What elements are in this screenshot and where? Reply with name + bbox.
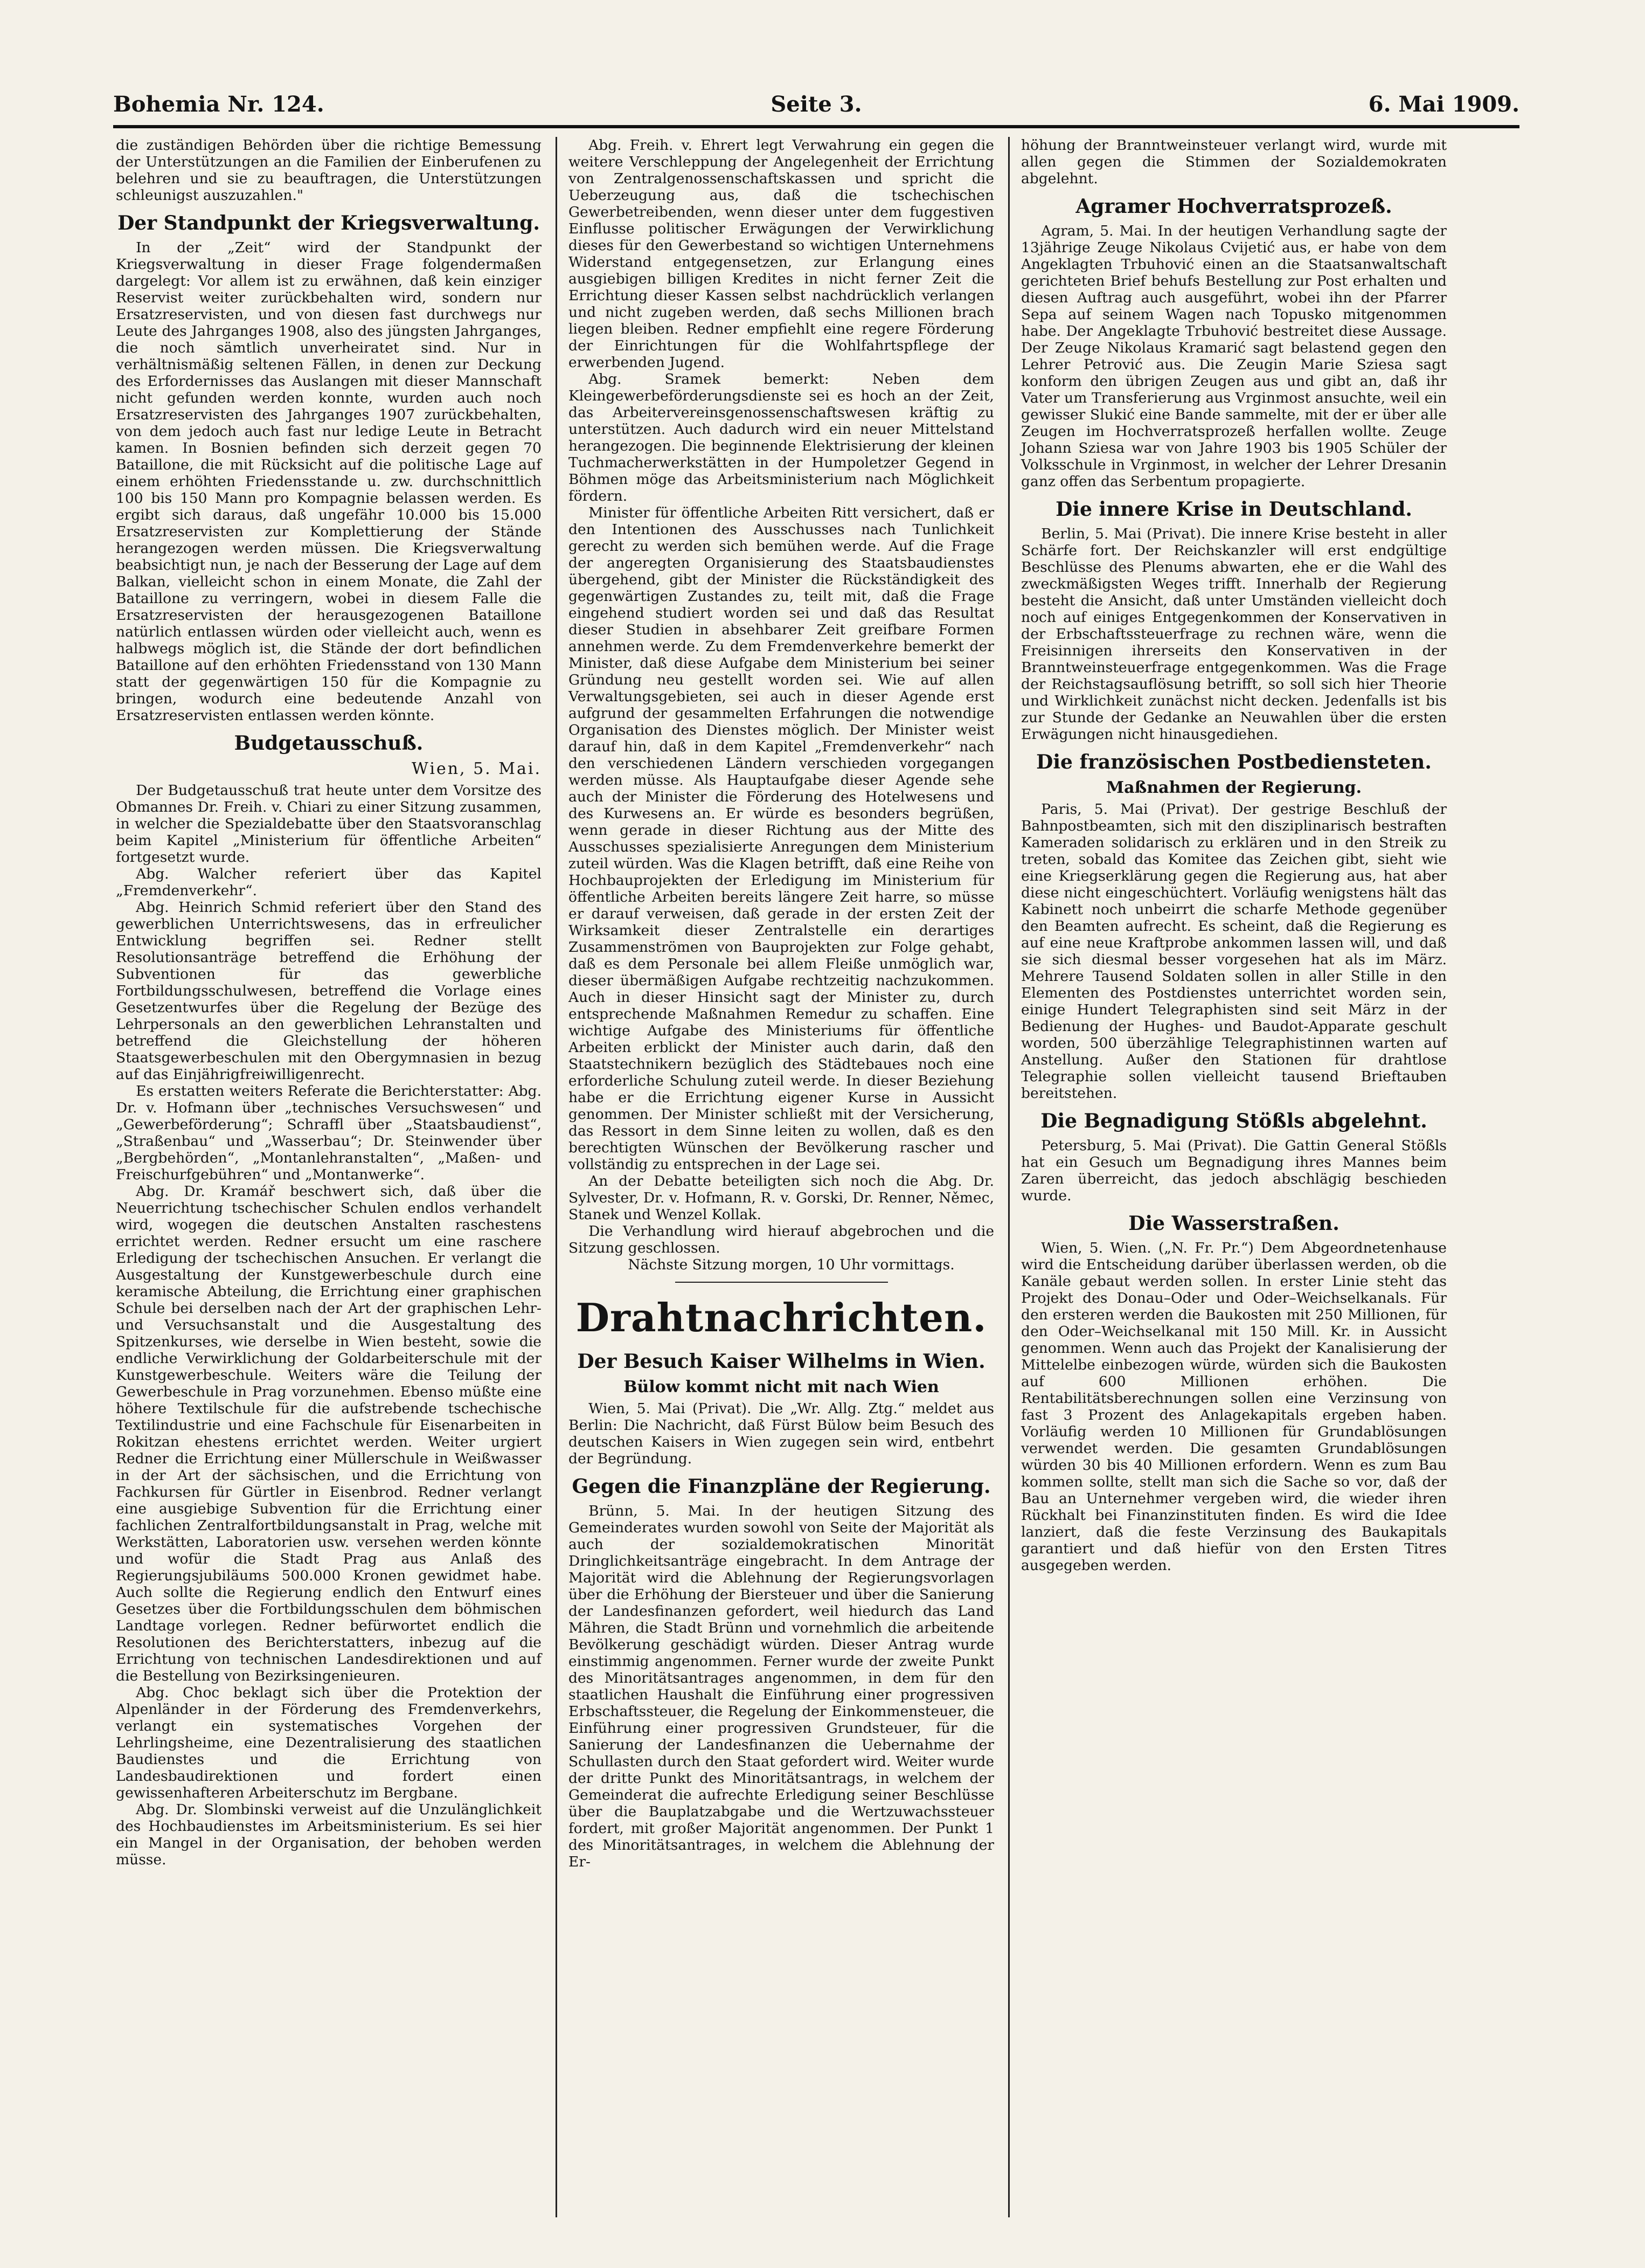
column-2 <box>568 137 994 2217</box>
article-paragraph: Abg. Heinrich Schmid referiert über den Stand des gewerblichen Unterrichtswesens, das in erfreulicher Entwicklung begriffen sei. Redner stellt Resolutionsanträge betreffend die Erhöhung der Subventionen für das gewerbliche Fortbildungsschulwesen, betreffend die Vorlage eines Gesetzentwurfes über die Regelung der Bezüge des Lehrpersonals an den gewerblichen Lehranstalten und betreffend die Gleichstellung der höheren Staatsgewerbeschulen mit den Obergymnasien in bezug auf das Einjährigfreiwilligenrecht. <box>116 899 542 1083</box>
column-divider <box>1008 137 1010 2217</box>
article-paragraph: An der Debatte beteiligten sich noch die Abg. Dr. Sylvester, Dr. v. Hofmann, R. v. Gorski, Dr. Renner, Němec, Stanek und Wenzel Kollak. <box>568 1173 994 1223</box>
article-subheading: Maßnahmen der Regierung. <box>1106 778 1362 797</box>
article-paragraph: Brünn, 5. Mai. In der heutigen Sitzung des Gemeinderates wurden sowohl von Seite der Majorität als auch der sozialdemokratischen Minorität Dringlichkeitsanträge eingebracht. In dem Antrage der Majorität wird die Ablehnung der Regierungsvorlagen über die Erhöhung der Biersteuer und über die Sanierung der Landesfinanzen gefordert, weil hiedurch das Land Mähren, die Stadt Brünn und vornehmlich die arbeitende Bevölkerung geschädigt würden. Dieser Antrag wurde einstimmig angenommen. Ferner wurde der zweite Punkt des Minoritätsantrages angenommen, in dem für den staatlichen Haushalt die Einführung einer progressiven Erbschaftssteuer, die Regelung der Einkommensteuer, die Einführung einer progressiven Grundsteuer, für die Sanierung der Landesfinanzen die Uebernahme der Schullasten durch den Staat gefordert wird. Weiter wurde der dritte Punkt des Minoritätsantrags, in welchem der Gemeinderat die aufrechte Erledigung seiner Beschlüsse über die Bauplatzabgabe und die Wertzuwachssteuer fordert, mit großer Majorität angenommen. Der Punkt 1 des Minoritätsantrages, in welchem die Ablehnung der Er- <box>568 1503 994 1870</box>
article-paragraph: Der Budgetausschuß trat heute unter dem Vorsitze des Obmannes Dr. Freih. v. Chiari zu einer Sitzung zusammen, in welcher die Spezialdebatte über den Staatsvoranschlag beim Kapitel „Ministerium für öffentliche Arbeiten“ fortgesetzt wurde. <box>116 782 542 866</box>
article-heading: Die französischen Postbediensteten. <box>1036 751 1432 773</box>
column-divider <box>556 137 557 2217</box>
article-paragraph: Minister für öffentliche Arbeiten Ritt versichert, daß er den Intentionen des Ausschusses nach Tunlichkeit gerecht zu werden sich bemühen werde. Auf die Frage der angeregten Organisierung des Staatsbaudienstes übergehend, gibt der Minister die Rückständigkeit des gegenwärtigen Zustandes zu, teilt mit, daß die Frage eingehend studiert worden sei und daß das Resultat dieser Studien in absehbarer Zeit greifbare Formen annehmen werde. Zu dem Fremdenverkehre bemerkt der Minister, daß diese Aufgabe dem Ministerium bei seiner Gründung neu gestellt worden sei. Wie auf allen Verwaltungsgebieten, sei auch in dieser Agende erst aufgrund der gesammelten Erfahrungen die notwendige Organisation des Dienstes möglich. Der Minister weist darauf hin, daß in dem Kapitel „Fremdenverkehr“ nach den verschiedenen Ländern verschieden vorgegangen werden müsse. Als Hauptaufgabe dieser Agende sehe auch der Minister die Förderung des Hotelwesens und des Kurwesens an. Er würde es besonders begrüßen, wenn gerade in dieser Richtung aus der Mitte des Ausschusses spezialisierte Anregungen dem Ministerium zuteil würden. Was die Klagen betrifft, daß eine Reihe von Hochbauprojekten der Erledigung im Ministerium für öffentliche Arbeiten bereits längere Zeit harre, so müsse er darauf verweisen, daß gerade in der ersten Zeit der Wirksamkeit dieser Zentralstelle ein derartiges Zusammenströmen von Bauprojekten zur Folge gehabt, daß es dem Personale bei allem Fleiße unmöglich war, dieser übermäßigen Aufgabe rechtzeitig nachzukommen. Auch in dieser Hinsicht sagt der Minister zu, durch entsprechende Maßnahmen Remedur zu schaffen. Eine wichtige Aufgabe des Ministeriums für öffentliche Arbeiten erblickt der Minister auch darin, daß den Staatstechnikern bezüglich des Städtebaues noch eine erforderliche Schulung zuteil werde. In dieser Beziehung habe er die Errichtung eigener Kurse in Aussicht genommen. Der Minister schließt mit der Versicherung, das Ressort in dem Sinne leiten zu wollen, daß es den berechtigten Wünschen der Bevölkerung rascher und vollständig zu entsprechen in der Lage sei. <box>568 504 994 1173</box>
article-heading: Budgetausschuß. <box>234 732 424 755</box>
article-heading: Agramer Hochverratsprozeß. <box>1075 195 1392 218</box>
paper-issue: Bohemia Nr. 124. <box>113 92 324 117</box>
article-heading: Gegen die Finanzpläne der Regierung. <box>572 1475 991 1498</box>
column-3 <box>1021 137 1447 2217</box>
dateline: Wien, 5. Mai. <box>412 759 542 778</box>
article-paragraph: Abg. Freih. v. Ehrert legt Verwahrung ein gegen die weitere Verschleppung der Angelegenheit der Errichtung von Zentralgenossenschaftskassen und spricht die Ueberzeugung aus, daß die tschechischen Gewerbetreibenden, wenn dieser unter dem fuggestiven Einflusse politischer Erwägungen der Verwirklichung dieses für den Gewerbestand so wichtigen Unternehmens Widerstand entgegensetzen, zur Erlangung eines ausgiebigen billigen Kredites in nicht ferner Zeit die Errichtung dieser Kassen selbst nachdrücklich verlangen und nicht zugeben werden, daß sechs Millionen brach liegen bleiben. Redner empfiehlt eine regere Förderung der Einrichtungen für die Wohlfahrtspflege der erwerbenden Jugend. <box>568 137 994 371</box>
masthead-rule <box>113 125 1519 128</box>
column-1 <box>116 137 542 2217</box>
article-paragraph: Agram, 5. Mai. In der heutigen Verhandlung sagte der 13jährige Zeuge Nikolaus Cvijetić aus, er habe von dem Angeklagten Trbuhović einen an die Staatsanwaltschaft gerichteten Brief behufs Bestellung zur Post erhalten und diesen Auftrag auch ausgeführt, wobei ihn der Pfarrer Sepa auf seinem Wagen nach Topusko mitgenommen habe. Der Angeklagte Trbuhović bestreitet diese Aussage. Der Zeuge Nikolaus Kramarić sagt belastend gegen den Lehrer Petrović aus. Die Zeugin Marie Sziesa sagt konform den übrigen Zeugen aus und gibt an, daß ihr Vater um Transferierung aus Vrginmost ansuchte, weil ein gewisser Slukić eine Bande sammelte, mit der er über alle Zeugen im Hochverratsprozeß herfallen wollte. Zeuge Johann Sziesa war von Jahre 1903 bis 1905 Schüler der Volksschule in Vrginmost, in welcher der Lehrer Dresanin ganz offen das Serbentum propagierte. <box>1021 223 1447 490</box>
article-heading: Die innere Krise in Deutschland. <box>1056 498 1412 521</box>
article-paragraph: Nächste Sitzung morgen, 10 Uhr vormittags. <box>628 1256 955 1273</box>
article-paragraph: Abg. Dr. Kramář beschwert sich, daß über die Neuerrichtung tschechischer Schulen endlos verhandelt wird, wogegen die deutschen Anstalten raschestens errichtet werden. Redner ersucht um eine raschere Erledigung der tschechischen Ansuchen. Er verlangt die Ausgestaltung der Kunstgewerbeschule durch eine keramische Abteilung, die Errichtung einer graphischen Schule bei derselben nach der Art der graphischen Lehr- und Versuchsanstalt und die Ausgestaltung des Spitzenkurses, wie derselbe in Wien besteht, sowie die endliche Verwirklichung der Goldarbeiterschule mit der Kunstgewerbeschule. Weiters wäre die Teilung der Gewerbeschule in Prag vorzunehmen. Ebenso müßte eine höhere Textilschule für die aufstrebende tschechische Textilindustrie und eine Fachschule für Eisenarbeiten in Rokitzan ehestens errichtet werden. Weiter urgiert Redner die Errichtung einer Müllerschule in Weißwasser in der Art der sächsischen, und die Errichtung von Fachkursen für Gürtler in Eisenbrod. Redner verlangt eine ausgiebige Subvention für die Errichtung einer fachlichen Zentralfortbildungsanstalt in Prag, welche mit Werkstätten, Laboratorien usw. versehen werden könnte und wofür die Stadt Prag aus Anlaß des Regierungsjubiläums 500.000 Kronen gewidmet habe. Auch sollte die Regierung endlich den Entwurf eines Gesetzes über die Fortbildungsschulen dem böhmischen Landtage vorlegen. Redner befürwortet endlich die Resolutionen des Berichterstatters, inbezug auf die Errichtung von technischen Landesdirektionen und auf die Bestellung von Bezirksingenieuren. <box>116 1183 542 1684</box>
article-paragraph: Abg. Choc beklagt sich über die Protektion der Alpenländer in der Förderung des Fremdenverkehrs, verlangt ein systematisches Vorgehen der Lehrlingsheime, eine Dezentralisierung des staatlichen Baudienstes und die Errichtung von Landesbaudirektionen und fordert einen gewissenhafteren Arbeiterschutz im Bergbane. <box>116 1684 542 1801</box>
article-paragraph: Petersburg, 5. Mai (Privat). Die Gattin General Stößls hat ein Gesuch um Begnadigung ihres Mannes beim Zaren überreicht, das jedoch abschlägig beschieden wurde. <box>1021 1137 1447 1204</box>
article-paragraph: Wien, 5. Mai (Privat). Die „Wr. Allg. Ztg.“ meldet aus Berlin: Die Nachricht, daß Fürst Bülow beim Besuch des deutschen Kaisers in Wien zugegen sein wird, entbehrt der Begründung. <box>568 1400 994 1467</box>
page-number: Seite 3. <box>771 92 862 117</box>
article-continuation: höhung der Branntweinsteuer verlangt wird, wurde mit allen gegen die Stimmen der Sozialdemokraten abgelehnt. <box>1021 137 1447 187</box>
article-continuation: die zuständigen Behörden über die richtige Bemessung der Unterstützungen an die Familien der Einberufenen zu belehren und sie zu beauftragen, die Unterstützungen schleunigst auszuzahlen." <box>116 137 542 204</box>
section-rule <box>675 1282 888 1283</box>
article-heading: Der Besuch Kaiser Wilhelms in Wien. <box>577 1350 985 1373</box>
article-paragraph: Wien, 5. Wien. („N. Fr. Pr.“) Dem Abgeordnetenhause wird die Entscheidung darüber überlassen werden, ob die Kanäle gebaut werden sollen. In erster Linie steht das Projekt des Donau–Oder und Oder–Weichselkanals. Für den ersteren werden die Baukosten mit 250 Millionen, für den Oder–Weichselkanal mit 150 Mill. Kr. in Aussicht genommen. Wenn auch das Projekt der Kanalisierung der Mittelelbe einbezogen würde, würden sich die Baukosten auf 600 Millionen erhöhen. Die Rentabilitätsberechnungen sollen eine Verzinsung von fast 3 Prozent des Anlagekapitals ergeben haben. Vorläufig werden 10 Millionen für Grundablösungen verwendet werden. Die gesamten Grundablösungen würden 30 bis 40 Millionen erfordern. Wenn es zum Bau kommen sollte, stellt man sich die Sache so vor, daß der Bau an Unternehmer vergeben wird, die wieder ihren Rückhalt bei Finanzinstituten finden. Es wird die Idee lanziert, daß die feste Verzinsung des Baukapitals garantiert und daß hiefür von den Ersten Titres ausgegeben werden. <box>1021 1240 1447 1574</box>
article-paragraph: Abg. Sramek bemerkt: Neben dem Kleingewerbeförderungsdienste sei es hoch an der Zeit, das Arbeitervereinsgenossenschaftswesen kräftig zu unterstützen. Auch dadurch wird ein neuer Mittelstand herangezogen. Die beginnende Elektrisierung der kleinen Tuchmacherwerkstätten in der Humpoletzer Gegend in Böhmen möge das Arbeitsministerium nach Möglichkeit fördern. <box>568 371 994 504</box>
article-paragraph: Berlin, 5. Mai (Privat). Die innere Krise besteht in aller Schärfe fort. Der Reichskanzler will erst endgültige Beschlüsse des Plenums abwarten, ehe er die Wahl des zweckmäßigsten Weges trifft. Innerhalb der Regierung besteht die Ansicht, daß unter Umständen vielleicht doch noch auf einiges Entgegenkommen der Konservativen in der Erbschaftssteuerfrage zu rechnen wäre, wenn die Freisinnigen ihrerseits den Konservativen in der Branntweinsteuerfrage entgegenkommen. Was die Frage der Reichstagsauflösung betrifft, so soll sich hier Theorie und Wirklichkeit zunächst nicht decken. Jedenfalls ist bis zur Stunde der Gedanke an Neuwahlen über die ersten Erwägungen nicht hinausgediehen. <box>1021 525 1447 743</box>
article-paragraph: Die Verhandlung wird hierauf abgebrochen und die Sitzung geschlossen. <box>568 1223 994 1256</box>
article-subheading: Bülow kommt nicht mit nach Wien <box>623 1378 939 1396</box>
article-paragraph: Abg. Dr. Slombinski verweist auf die Unzulänglichkeit des Hochbaudienstes im Arbeitsministerium. Es sei hier ein Mangel in der Organisation, der behoben werden müsse. <box>116 1801 542 1868</box>
article-heading: Der Standpunkt der Kriegsverwaltung. <box>117 212 540 234</box>
article-paragraph: In der „Zeit“ wird der Standpunkt der Kriegsverwaltung in dieser Frage folgendermaßen dargelegt: Vor allem ist zu erwähnen, daß kein einziger Reservist weiter zurückbehalten wird, sondern nur Ersatzreservisten, und von diesen fast durchwegs nur Leute des Jahrganges 1908, also des jüngsten Jahrganges, die noch sämtlich unverheiratet sind. Nur in verhältnismäßig seltenen Fällen, in denen zur Deckung des Erfordernisses das Auslangen mit dieser Mannschaft nicht gefunden werden konnte, wurden auch noch Ersatzreservisten des Jahrganges 1907 zurückbehalten, von dem jedoch auch fast nur ledige Leute in Betracht kamen. In Bosnien befinden sich derzeit gegen 70 Bataillone, die mit Rücksicht auf die politische Lage auf einem erhöhten Friedensstande u. zw. durchschnittlich 100 bis 150 Mann pro Kompagnie belassen werden. Es ergibt sich daraus, daß ungefähr 10.000 bis 15.000 Ersatzreservisten zur Komplettierung der Stände herangezogen werden müssen. Die Kriegsverwaltung beabsichtigt nun, je nach der Besserung der Lage auf dem Balkan, vielleicht schon in einem Monate, die Zahl der Bataillone zu verringern, wobei in diesem Falle die Ersatzreservisten der herausgezogenen Bataillone natürlich entlassen würden oder vielleicht auch, wenn es halbwegs möglich ist, die Stände der dort befindlichen Bataillone auf den erhöhten Friedensstand von 130 Mann statt der gegenwärtigen 150 für die Kompagnie zu bringen, wodurch eine bedeutende Anzahl von Ersatzreservisten entlassen werden könnte. <box>116 239 542 724</box>
article-paragraph: Paris, 5. Mai (Privat). Der gestrige Beschluß der Bahnpostbeamten, sich mit den disziplinarisch bestraften Kameraden solidarisch zu erklären und in den Streik zu treten, sobald das Komitee das Zeichen gibt, sieht wie eine Kriegserklärung gegen die Regierung aus, hat aber diese nicht eingeschüchtert. Vorläufig wenigstens hält das Kabinett noch unbeirrt die scharfe Methode gegenüber den Beamten aufrecht. Es scheint, daß die Regierung es auf eine neue Kraftprobe ankommen lassen will, und daß sie sich diesmal besser vorgesehen hat als im März. Mehrere Tausend Soldaten sollen in aller Stille in den Elementen des Postdienstes unterrichtet worden sein, einige Hundert Telegraphisten sind seit März in der Bedienung der Hughes- und Baudot-Apparate geschult worden, 500 überzählige Telegraphistinnen warten auf Anstellung. Außer den Stationen für drahtlose Telegraphie sollen vielleicht tausend Brieftauben bereitstehen. <box>1021 801 1447 1102</box>
article-paragraph: Abg. Walcher referiert über das Kapitel „Fremdenverkehr“. <box>116 866 542 899</box>
masthead <box>113 92 1519 122</box>
article-paragraph: Es erstatten weiters Referate die Berichterstatter: Abg. Dr. v. Hofmann über „technisches Versuchswesen“ und „Gewerbeförderung“; Schraffl über „Staatsbaudienst“, „Straßenbau“ und „Wasserbau“; Dr. Steinwender über „Bergbehörden“, „Montanlehranstalten“, „Maßen- und Freischurfgebühren“ und „Montanwerke“. <box>116 1083 542 1183</box>
issue-date: 6. Mai 1909. <box>1368 92 1519 117</box>
article-heading: Die Begnadigung Stößls abgelehnt. <box>1040 1110 1427 1132</box>
section-heading: Drahtnachrichten. <box>575 1295 987 1340</box>
article-heading: Die Wasserstraßen. <box>1128 1212 1339 1235</box>
